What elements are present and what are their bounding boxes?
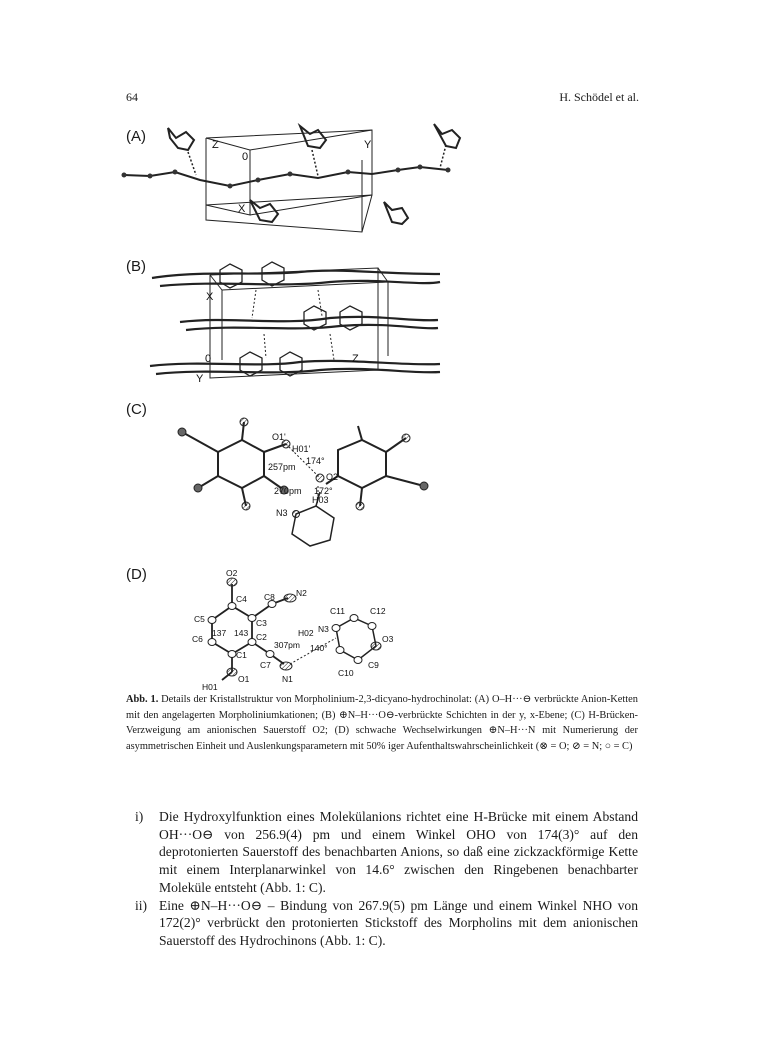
d-atom-c2: C2 xyxy=(256,632,267,642)
page-number: 64 xyxy=(126,90,138,104)
c-dist-257: 257pm xyxy=(268,462,296,472)
list-item xyxy=(126,808,638,897)
panel-b-drawing xyxy=(150,262,440,378)
list-item-number: i) xyxy=(135,809,144,824)
panel-c-drawing xyxy=(182,422,424,546)
panel-c-atoms xyxy=(178,418,428,518)
list-item xyxy=(126,897,638,950)
panel-b-label: (B) xyxy=(126,258,146,275)
d-atom-c7: C7 xyxy=(260,660,271,670)
c-atom-o2: O2 xyxy=(326,472,339,482)
c-atom-n3: N3 xyxy=(276,508,288,518)
d-atom-c9: C9 xyxy=(368,660,379,670)
axis-origin-label: 0 xyxy=(242,151,249,163)
c-angle-174: 174° xyxy=(306,456,325,466)
caption-label: Abb. 1. xyxy=(126,694,159,705)
d-atom-c6: C6 xyxy=(192,634,203,644)
d-atom-c8: C8 xyxy=(264,592,275,602)
panel-c-label: (C) xyxy=(126,401,147,418)
d-atom-o3: O3 xyxy=(382,634,394,644)
caption-text: Details der Kristallstruktur von Morpholinium-2,3-dicyano-hydrochinolat: (A) O–H···⊖ verbrückte Anion-Ketten mit den angelagerten Morpholiniumkationen; (B) ⊕N–H···O⊖-verbrückte Schichten in der y, x-Ebene; (C) H-Brücken-Verzweigung am anionischen Sauerstoff O2; (D) schwache Wechselwirkungen ⊕N–H···N mit Numerierung der asymmetrischen Einheit und Auslenkungsparametern mit 50% iger Aufenthaltswahrscheinlichkeit (⊗ = O; ⊘ = N; ○ = C) xyxy=(126,694,638,752)
d-atom-n3: N3 xyxy=(318,624,329,634)
d-atom-h02: H02 xyxy=(298,628,314,638)
c-angle-172: 172° xyxy=(314,486,333,496)
d-atom-o1: O1 xyxy=(238,674,250,684)
d-atom-o2: O2 xyxy=(226,568,238,578)
c-atom-h03: H03 xyxy=(312,495,329,505)
d-atom-c12: C12 xyxy=(370,606,386,616)
b-axis-z-label: Z xyxy=(352,353,359,365)
d-bond-143: 143 xyxy=(234,628,249,638)
axis-y-label: Y xyxy=(364,139,372,151)
panel-a-label: (A) xyxy=(126,128,146,145)
b-axis-y-label: Y xyxy=(196,373,204,385)
d-atom-c1: C1 xyxy=(236,650,247,660)
c-atom-o1p: O1' xyxy=(272,432,286,442)
c-atom-h01p: H01' xyxy=(292,444,311,454)
list-item-text: Eine ⊕N–H···O⊖ – Bindung von 267.9(5) pm Länge und einem Winkel NHO von 172(2)° verbrückt den protonierten Stickstoff des Morpholins mit dem anionischen Sauerstoff des Hydrochinons (Abb. 1: C). xyxy=(159,897,638,948)
panel-a-drawing xyxy=(122,124,461,232)
axis-x-label: X xyxy=(238,203,246,215)
d-atom-n2: N2 xyxy=(296,588,307,598)
axis-z-label: Z xyxy=(212,139,219,151)
panel-d-label: (D) xyxy=(126,566,147,583)
b-axis-x-label: X xyxy=(206,291,214,303)
running-head-author: H. Schödel et al. xyxy=(559,90,639,104)
d-angle-140: 140° xyxy=(310,643,328,653)
d-bond-137: 137 xyxy=(212,628,227,638)
d-atom-n1: N1 xyxy=(282,674,293,684)
d-atom-h01: H01 xyxy=(202,682,218,692)
c-dist-270: 270pm xyxy=(274,486,302,496)
d-atom-c3: C3 xyxy=(256,618,267,628)
d-dist-307: 307pm xyxy=(274,640,300,650)
list-item-number: ii) xyxy=(135,897,148,913)
d-atom-c10: C10 xyxy=(338,668,354,678)
d-atom-c11: C11 xyxy=(330,606,345,616)
body-text xyxy=(126,808,638,950)
d-atom-c4: C4 xyxy=(236,594,247,604)
d-atom-c5: C5 xyxy=(194,614,205,624)
list-item-text: Die Hydroxylfunktion eines Molekülanions richtet eine H-Brücke mit einem Abstand OH···O⊖ von 256.9(4) pm und einem Winkel OHO von 174(3)° auf den deprotonierten Sauerstoff des benachbarten Anions, so daß eine zickzackförmige Kette mit einem Interplanarwinkel von 14.6° zwischen den Ringebenen benachbarter Moleküle entsteht (Abb. 1: C). xyxy=(159,809,638,895)
b-axis-origin-label: 0 xyxy=(205,353,212,365)
figure-caption xyxy=(126,692,638,754)
